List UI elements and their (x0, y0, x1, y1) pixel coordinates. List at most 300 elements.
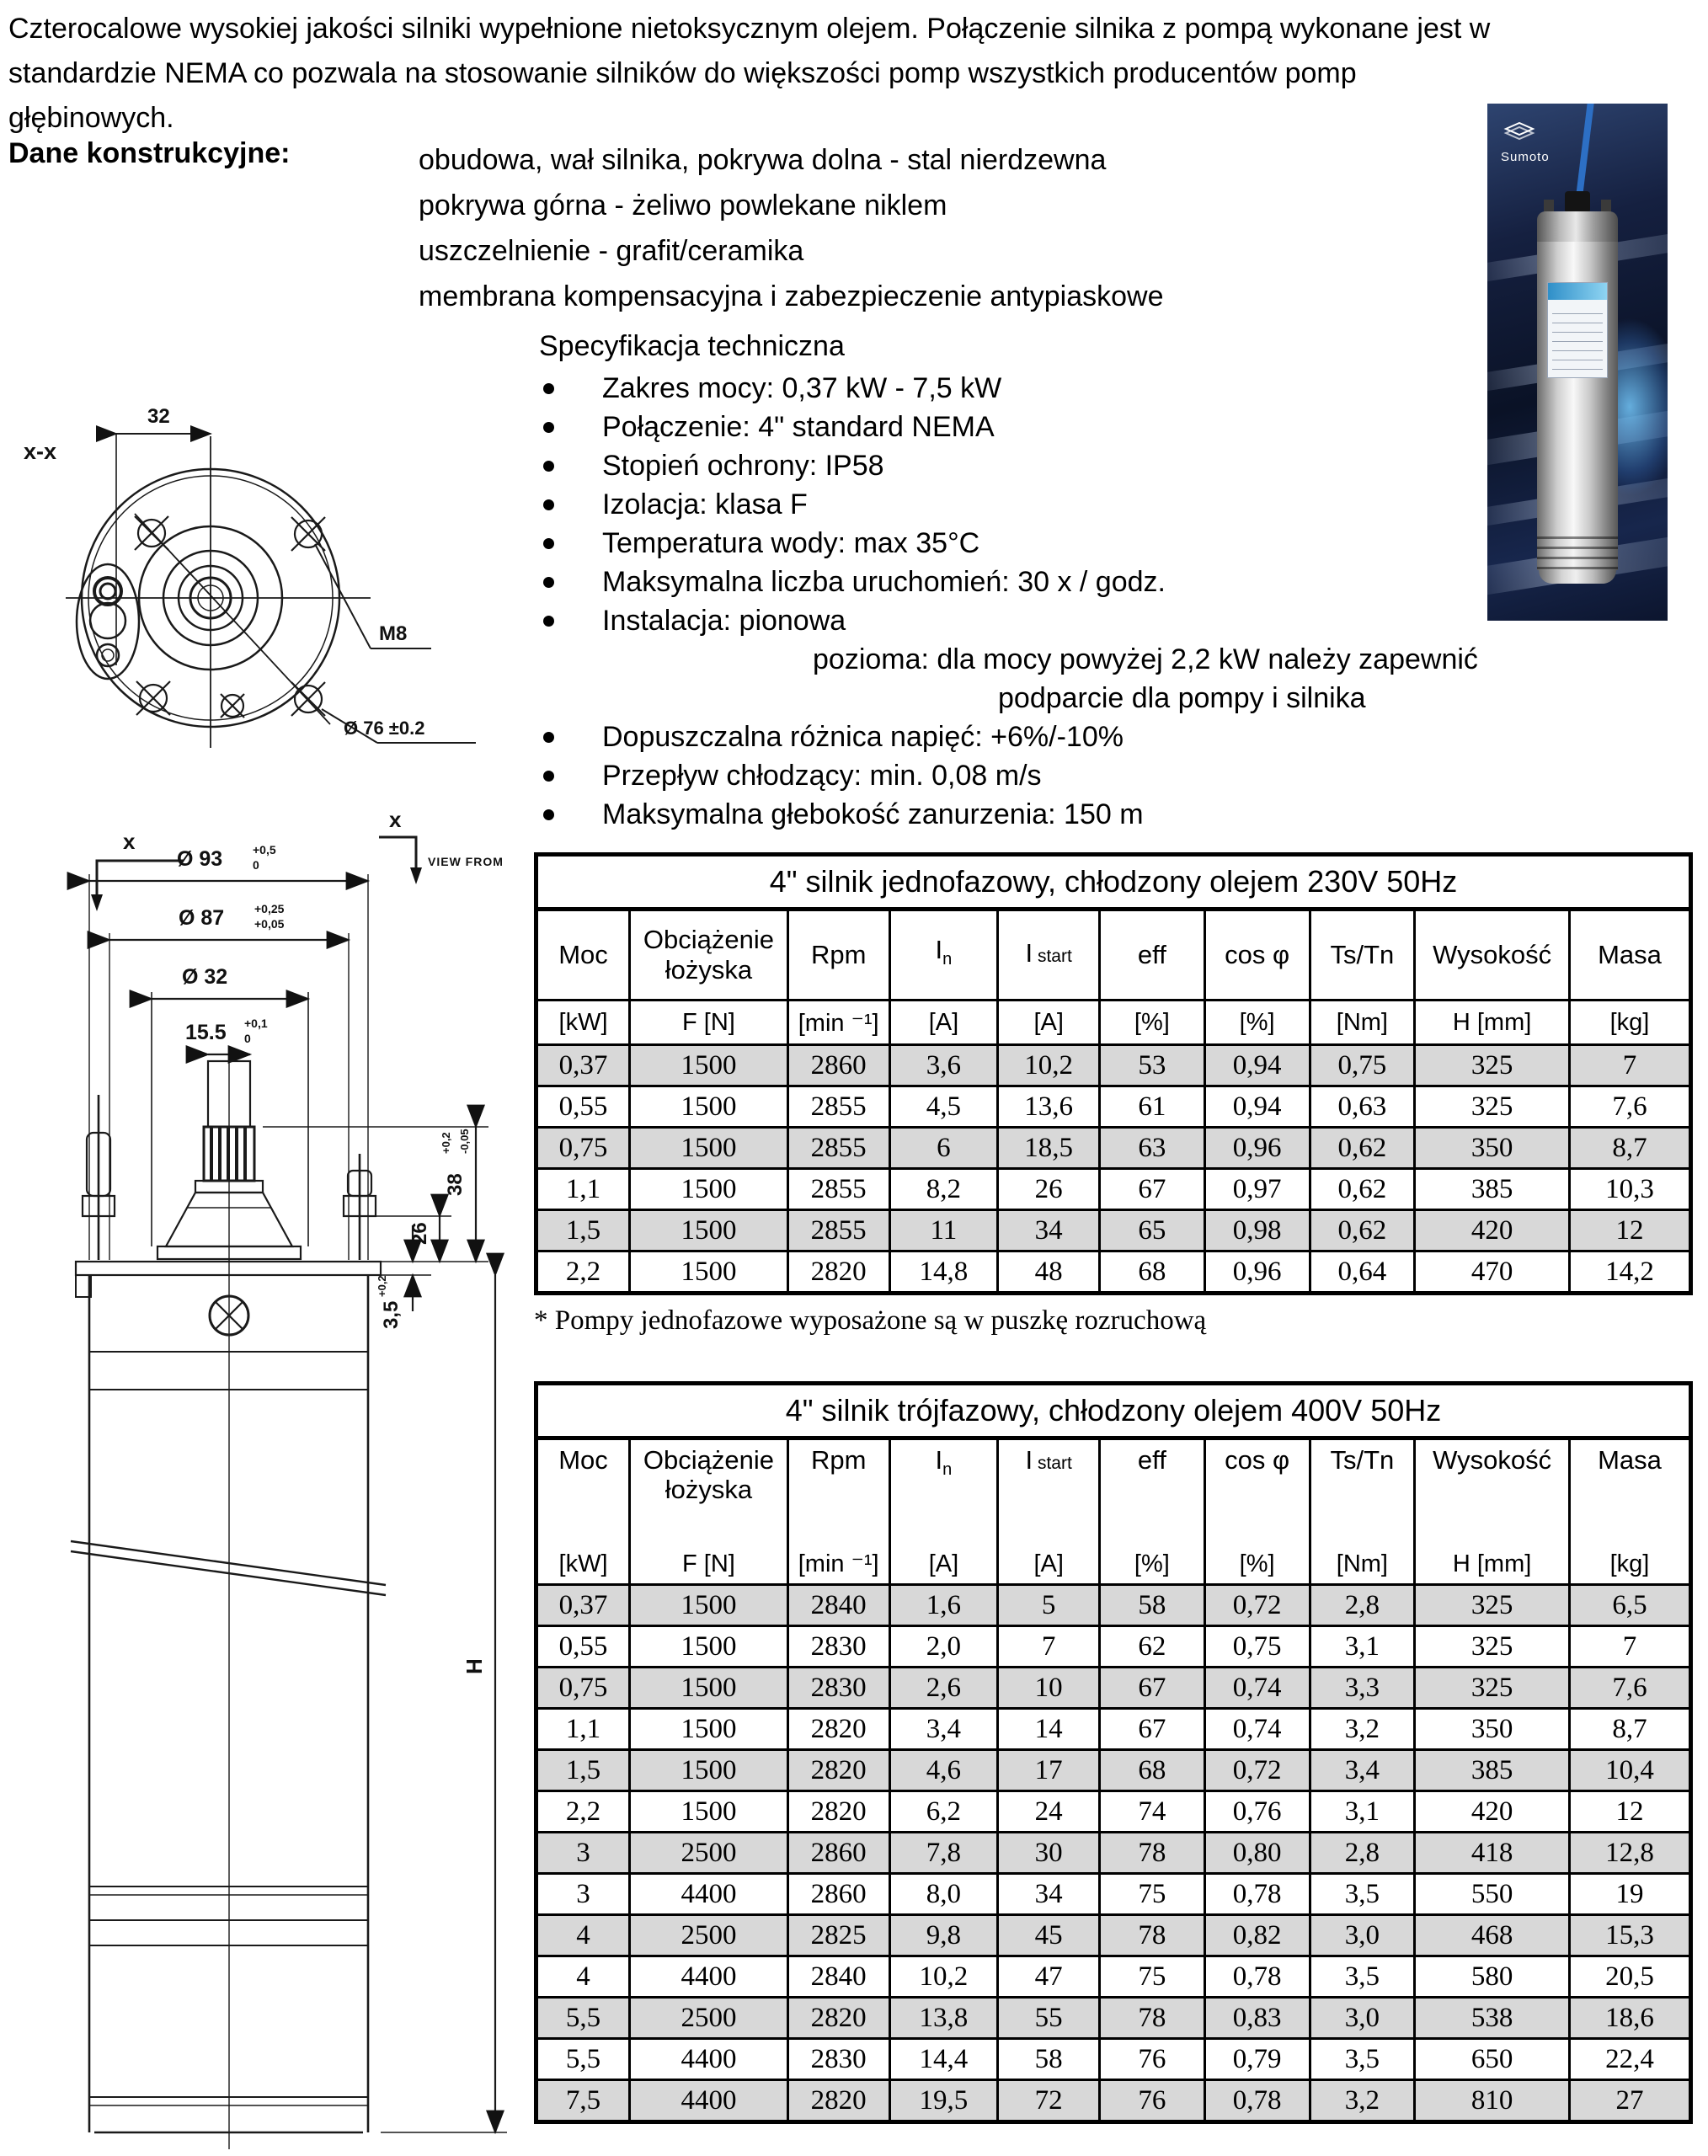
table-cell: 325 (1415, 1045, 1570, 1086)
spec-item-text: podparcie dla pompy i silnika (998, 682, 1366, 714)
table-cell: 0,62 (1310, 1169, 1415, 1210)
table-cell: 3,3 (1310, 1668, 1415, 1709)
table-cell: 2500 (630, 1915, 788, 1956)
table-cell: 2820 (787, 1750, 889, 1791)
table-cell: 2500 (630, 1998, 788, 2039)
construction-data-label: Dane konstrukcyjne: (8, 137, 291, 169)
column-unit: [kW] (536, 1001, 630, 1045)
table-cell: 78 (1100, 1833, 1205, 1874)
table-cell: 3,2 (1310, 2080, 1415, 2122)
table-cell: 6 (889, 1128, 998, 1169)
table-cell: 12 (1569, 1210, 1690, 1251)
column-header: Masa (1569, 910, 1690, 1001)
bullet-icon (543, 616, 554, 627)
table-cell: 75 (1100, 1874, 1205, 1915)
column-header: $I_n$ [A] (889, 1438, 998, 1585)
table-cell: 2820 (787, 1251, 889, 1294)
column-header: Obciążenie łożyska F [N] (630, 1438, 788, 1585)
table-cell: 2820 (787, 1709, 889, 1750)
table-cell: 6,5 (1569, 1585, 1690, 1626)
dim-38: 38 (444, 1173, 467, 1196)
spec-item-text: Zakres mocy: 0,37 kW - 7,5 kW (602, 372, 1002, 404)
table-cell: 4400 (630, 2039, 788, 2080)
table-cell: 15,3 (1569, 1915, 1690, 1956)
section-marker-x-left: x (123, 829, 136, 854)
table-cell: 0,79 (1204, 2039, 1310, 2080)
motor-side-drawing (17, 800, 532, 2156)
table-cell: 10,3 (1569, 1169, 1690, 1210)
nameplate-band (1548, 283, 1607, 300)
table-cell: 4400 (630, 2080, 788, 2122)
spec-item (539, 446, 1478, 485)
motor-connector (1565, 191, 1590, 213)
table-cell: 75 (1100, 1956, 1205, 1998)
table-cell: 1500 (630, 1626, 788, 1668)
table-cell: 14,8 (889, 1251, 998, 1294)
table-cell: 47 (998, 1956, 1100, 1998)
table-cell: 2860 (787, 1833, 889, 1874)
table-cell: 1500 (630, 1709, 788, 1750)
table-row (536, 2039, 1691, 2080)
table-cell: 14,2 (1569, 1251, 1690, 1294)
table-cell: 1500 (630, 1128, 788, 1169)
table-cell: 6,2 (889, 1791, 998, 1833)
bullet-icon (543, 383, 554, 394)
table-cell: 24 (998, 1791, 1100, 1833)
table-cell: 72 (998, 2080, 1100, 2122)
table-cell: 3,4 (889, 1709, 998, 1750)
table-cell: 4,5 (889, 1086, 998, 1128)
table-cell: 470 (1415, 1251, 1570, 1294)
flange-section-drawing (17, 371, 488, 766)
column-header: I start (998, 910, 1100, 1001)
column-header: Moc (536, 910, 630, 1001)
table-cell: 78 (1100, 1915, 1205, 1956)
table-cell: 3,0 (1310, 1915, 1415, 1956)
table-row (536, 2080, 1691, 2122)
single-phase-table-section (534, 852, 1693, 1337)
table-cell: 20,5 (1569, 1956, 1690, 1998)
table-cell: 14 (998, 1709, 1100, 1750)
table-cell: 5,5 (536, 2039, 630, 2080)
table-cell: 0,55 (536, 1086, 630, 1128)
table-cell: 2830 (787, 2039, 889, 2080)
table-cell: 0,94 (1204, 1045, 1310, 1086)
table-cell: 10,2 (998, 1045, 1100, 1086)
column-header: Obciążenie łożyska (630, 910, 788, 1001)
dim-h: H (462, 1658, 487, 1674)
table-cell: 58 (1100, 1585, 1205, 1626)
table-cell: 8,7 (1569, 1128, 1690, 1169)
table-cell: 1,5 (536, 1750, 630, 1791)
table-cell: 7 (1569, 1045, 1690, 1086)
column-header: cos φ [%] (1204, 1438, 1310, 1585)
table-cell: 13,6 (998, 1086, 1100, 1128)
brand-logo-icon (1501, 122, 1538, 144)
table-cell: 12 (1569, 1791, 1690, 1833)
table-cell: 0,55 (536, 1626, 630, 1668)
column-header: Rpm (787, 910, 889, 1001)
table-cell: 2820 (787, 2080, 889, 2122)
table-row (536, 1626, 1691, 1668)
bullet-icon (543, 732, 554, 743)
table-cell: 65 (1100, 1210, 1205, 1251)
table-cell: 7,5 (536, 2080, 630, 2122)
intro-paragraph (8, 7, 1490, 141)
table-cell: 3,1 (1310, 1626, 1415, 1668)
brand-logo (1501, 122, 1550, 164)
motor-bottom-cap (1539, 570, 1616, 584)
nameplate-text-lines (1552, 305, 1603, 372)
bullet-icon (543, 461, 554, 472)
table-cell: 76 (1100, 2080, 1205, 2122)
table-cell: 3,5 (1310, 2039, 1415, 2080)
table-cell: 0,76 (1204, 1791, 1310, 1833)
table-cell: 0,75 (536, 1128, 630, 1169)
table-cell: 2830 (787, 1668, 889, 1709)
table-cell: 325 (1415, 1626, 1570, 1668)
intro-line: Czterocalowe wysokiej jakości silniki wypełnione nietoksycznym olejem. Połączenie silnika z pompą wykonane jest w (8, 13, 1491, 45)
table-cell: 0,82 (1204, 1915, 1310, 1956)
construction-item: pokrywa górna - żeliwo powlekane niklem (419, 189, 947, 221)
motor-top-cap (1537, 211, 1618, 242)
table-row (536, 1874, 1691, 1915)
table-cell: 0,78 (1204, 2080, 1310, 2122)
spec-item (539, 679, 1478, 718)
product-photo (1487, 104, 1668, 621)
table-cell: 3,2 (1310, 1709, 1415, 1750)
column-unit: F [N] (630, 1001, 788, 1045)
table-cell: 4400 (630, 1874, 788, 1915)
table-cell: 2840 (787, 1956, 889, 1998)
table-cell: 58 (998, 2039, 1100, 2080)
motor-bottom-rings (1537, 536, 1618, 570)
table-cell: 45 (998, 1915, 1100, 1956)
table-title: 4" silnik jednofazowy, chłodzony olejem 230V 50Hz (536, 855, 1691, 910)
table-cell: 4 (536, 1956, 630, 1998)
table-cell: 26 (998, 1169, 1100, 1210)
table-cell: 0,64 (1310, 1251, 1415, 1294)
column-unit: [A] (998, 1001, 1100, 1045)
table-row (536, 1668, 1691, 1709)
column-unit: [%] (1204, 1001, 1310, 1045)
table-row (536, 1956, 1691, 1998)
table-cell: 0,37 (536, 1585, 630, 1626)
table-row (536, 1750, 1691, 1791)
table-cell: 1500 (630, 1791, 788, 1833)
table-cell: 2,0 (889, 1626, 998, 1668)
table-cell: 0,72 (1204, 1750, 1310, 1791)
table-cell: 13,8 (889, 1998, 998, 2039)
spec-item-text: Maksymalna głebokość zanurzenia: 150 m (602, 798, 1144, 830)
three-phase-table-section (534, 1381, 1693, 2124)
table-cell: 5 (998, 1585, 1100, 1626)
table-cell: 420 (1415, 1210, 1570, 1251)
table-cell: 17 (998, 1750, 1100, 1791)
table-cell: 12,8 (1569, 1833, 1690, 1874)
construction-item: uszczelnienie - grafit/ceramika (419, 235, 804, 267)
brand-name: Sumoto (1501, 150, 1550, 164)
table-cell: 2500 (630, 1833, 788, 1874)
table-cell: 1,1 (536, 1709, 630, 1750)
table-cell: 67 (1100, 1709, 1205, 1750)
spec-item-text: Dopuszczalna różnica napięć: +6%/-10% (602, 721, 1124, 753)
table-cell: 4 (536, 1915, 630, 1956)
table-cell: 3 (536, 1874, 630, 1915)
dim-155-tol-top: +0,1 (244, 1017, 268, 1030)
table-cell: 63 (1100, 1128, 1205, 1169)
table-cell: 2830 (787, 1626, 889, 1668)
view-from-label: VIEW FROM (428, 855, 504, 868)
bullet-icon (543, 499, 554, 510)
motor-cable (1576, 104, 1595, 200)
spec-item-text: Połączenie: 4" standard NEMA (602, 411, 995, 443)
table-cell: 18,6 (1569, 1998, 1690, 2039)
section-xx-label: x-x (24, 439, 57, 464)
table-cell: 350 (1415, 1709, 1570, 1750)
spec-list (539, 369, 1478, 834)
three-phase-table (534, 1381, 1693, 2124)
table-row (536, 1585, 1691, 1626)
spec-item-text: Maksymalna liczba uruchomień: 30 x / godz. (602, 566, 1166, 598)
spec-item-text: pozioma: dla mocy powyżej 2,2 kW należy zapewnić (813, 643, 1478, 675)
table-cell: 325 (1415, 1086, 1570, 1128)
table-cell: 0,98 (1204, 1210, 1310, 1251)
motor-image (1537, 191, 1618, 585)
bullet-icon (543, 809, 554, 820)
table-cell: 11 (889, 1210, 998, 1251)
spec-item-text: Stopień ochrony: IP58 (602, 450, 884, 482)
table-row (536, 1169, 1691, 1210)
table-cell: 810 (1415, 2080, 1570, 2122)
table-cell: 30 (998, 1833, 1100, 1874)
table-cell: 2820 (787, 1791, 889, 1833)
table-cell: 2,8 (1310, 1833, 1415, 1874)
dim-35: 3,5 (380, 1300, 403, 1329)
table-cell: 468 (1415, 1915, 1570, 1956)
table-cell: 2,2 (536, 1251, 630, 1294)
table-cell: 7,6 (1569, 1086, 1690, 1128)
column-header: Rpm [min ⁻¹] (787, 1438, 889, 1585)
column-unit: [min ⁻¹] (787, 1001, 889, 1045)
column-header: Masa [kg] (1569, 1438, 1690, 1585)
dim-32-label: 32 (147, 405, 170, 428)
table-cell: 0,75 (1204, 1626, 1310, 1668)
dim-dia87-tol-bot: +0,05 (254, 917, 285, 931)
table-cell: 1500 (630, 1251, 788, 1294)
construction-item: obudowa, wał silnika, pokrywa dolna - stal nierdzewna (419, 144, 1107, 176)
table-cell: 34 (998, 1210, 1100, 1251)
table-cell: 2,6 (889, 1668, 998, 1709)
spec-item-text: Temperatura wody: max 35°C (602, 527, 980, 559)
table-cell: 0,74 (1204, 1709, 1310, 1750)
table-row (536, 1915, 1691, 1956)
table-cell: 2825 (787, 1915, 889, 1956)
table-row (536, 1709, 1691, 1750)
table-cell: 2855 (787, 1210, 889, 1251)
table-cell: 1500 (630, 1045, 788, 1086)
table-cell: 650 (1415, 2039, 1570, 2080)
table-cell: 3,5 (1310, 1956, 1415, 1998)
table-cell: 1,6 (889, 1585, 998, 1626)
dim-dia93-tol-top: +0,5 (253, 843, 276, 857)
table-cell: 2860 (787, 1874, 889, 1915)
section-marker-x-right: x (389, 807, 402, 832)
table-cell: 0,72 (1204, 1585, 1310, 1626)
table-cell: 10 (998, 1668, 1100, 1709)
column-unit: H [mm] (1415, 1001, 1570, 1045)
table-body (536, 1045, 1691, 1294)
dim-155: 15.5 (185, 1021, 227, 1044)
single-phase-table (534, 852, 1693, 1295)
dim-dia93: Ø 93 (177, 847, 223, 871)
table-cell: 10,4 (1569, 1750, 1690, 1791)
table-cell: 2,2 (536, 1791, 630, 1833)
table-cell: 0,94 (1204, 1086, 1310, 1128)
table-cell: 2860 (787, 1045, 889, 1086)
table-cell: 8,2 (889, 1169, 998, 1210)
table-cell: 385 (1415, 1169, 1570, 1210)
table-row (536, 1791, 1691, 1833)
dim-155-tol-bot: 0 (244, 1032, 251, 1045)
table-cell: 0,37 (536, 1045, 630, 1086)
column-header: Moc [kW] (536, 1438, 630, 1585)
table-cell: 3,5 (1310, 1874, 1415, 1915)
column-header: eff (1100, 910, 1205, 1001)
table-cell: 2855 (787, 1169, 889, 1210)
table-cell: 1500 (630, 1086, 788, 1128)
dim-38-tol-top: +0,2 (440, 1132, 452, 1154)
bullet-icon (543, 422, 554, 433)
table-cell: 1,5 (536, 1210, 630, 1251)
table-cell: 550 (1415, 1874, 1570, 1915)
table-cell: 18,5 (998, 1128, 1100, 1169)
table-cell: 0,63 (1310, 1086, 1415, 1128)
spec-item (539, 718, 1478, 756)
table-footnote: * Pompy jednofazowe wyposażone są w puszkę rozruchową (534, 1305, 1207, 1336)
table-body (536, 1585, 1691, 2122)
dim-35-tol-top: +0,2 (376, 1275, 388, 1297)
table-cell: 19,5 (889, 2080, 998, 2122)
table-cell: 55 (998, 1998, 1100, 2039)
column-unit: [kg] (1569, 1001, 1690, 1045)
motor-nameplate (1547, 282, 1608, 378)
column-header: I start [A] (998, 1438, 1100, 1585)
table-cell: 34 (998, 1874, 1100, 1915)
table-cell: 385 (1415, 1750, 1570, 1791)
spec-item (539, 408, 1478, 446)
table-cell: 2855 (787, 1128, 889, 1169)
spec-item (539, 369, 1478, 408)
table-cell: 27 (1569, 2080, 1690, 2122)
construction-item: membrana kompensacyjna i zabezpieczenie antypiaskowe (419, 280, 1164, 312)
table-cell: 4,6 (889, 1750, 998, 1791)
table-cell: 325 (1415, 1668, 1570, 1709)
spec-item-text: Przepływ chłodzący: min. 0,08 m/s (602, 760, 1042, 792)
table-cell: 10,2 (889, 1956, 998, 1998)
table-cell: 3,0 (1310, 1998, 1415, 2039)
construction-data-list (419, 137, 1163, 319)
spec-item (539, 756, 1478, 795)
column-header: Wysokość (1415, 910, 1570, 1001)
table-cell: 61 (1100, 1086, 1205, 1128)
table-cell: 48 (998, 1251, 1100, 1294)
spec-item-text: Instalacja: pionowa (602, 605, 846, 637)
table-cell: 3,4 (1310, 1750, 1415, 1791)
table-cell: 53 (1100, 1045, 1205, 1086)
table-cell: 0,78 (1204, 1956, 1310, 1998)
dim-dia32: Ø 32 (182, 965, 228, 989)
table-cell: 74 (1100, 1791, 1205, 1833)
bullet-icon (543, 538, 554, 549)
table-cell: 3,6 (889, 1045, 998, 1086)
column-header: Ts/Tn (1310, 910, 1415, 1001)
column-header: cos φ (1204, 910, 1310, 1001)
table-cell: 7,6 (1569, 1668, 1690, 1709)
table-cell: 0,80 (1204, 1833, 1310, 1874)
table-cell: 0,78 (1204, 1874, 1310, 1915)
table-cell: 1500 (630, 1169, 788, 1210)
table-cell: 325 (1415, 1585, 1570, 1626)
table-cell: 0,97 (1204, 1169, 1310, 1210)
table-cell: 1,1 (536, 1169, 630, 1210)
table-cell: 1500 (630, 1750, 788, 1791)
bullet-icon (543, 771, 554, 782)
spec-item (539, 524, 1478, 563)
table-cell: 420 (1415, 1791, 1570, 1833)
spec-item (539, 601, 1478, 640)
table-cell: 19 (1569, 1874, 1690, 1915)
table-cell: 0,96 (1204, 1128, 1310, 1169)
column-unit: [%] (1100, 1001, 1205, 1045)
spec-title: Specyfikacja techniczna (539, 330, 845, 362)
table-cell: 3,1 (1310, 1791, 1415, 1833)
table-cell: 7 (998, 1626, 1100, 1668)
table-cell: 3 (536, 1833, 630, 1874)
table-cell: 0,75 (1310, 1045, 1415, 1086)
spec-item (539, 795, 1478, 834)
spec-item (539, 563, 1478, 601)
table-cell: 67 (1100, 1169, 1205, 1210)
table-cell: 8,7 (1569, 1709, 1690, 1750)
table-cell: 0,96 (1204, 1251, 1310, 1294)
table-cell: 2840 (787, 1585, 889, 1626)
table-cell: 2855 (787, 1086, 889, 1128)
table-cell: 8,0 (889, 1874, 998, 1915)
column-unit: [A] (889, 1001, 998, 1045)
table-cell: 7 (1569, 1626, 1690, 1668)
table-cell: 2,8 (1310, 1585, 1415, 1626)
table-cell: 0,62 (1310, 1128, 1415, 1169)
table-row (536, 1210, 1691, 1251)
table-cell: 78 (1100, 1998, 1205, 2039)
dim-dia87-tol-top: +0,25 (254, 902, 285, 915)
spec-item (539, 640, 1478, 679)
bullet-icon (543, 577, 554, 588)
table-cell: 1500 (630, 1210, 788, 1251)
table-cell: 538 (1415, 1998, 1570, 2039)
spec-item (539, 485, 1478, 524)
dim-38-tol-bot: -0,05 (458, 1129, 471, 1154)
table-cell: 2820 (787, 1998, 889, 2039)
table-cell: 76 (1100, 2039, 1205, 2080)
dim-dia87: Ø 87 (179, 906, 225, 930)
table-cell: 0,62 (1310, 1210, 1415, 1251)
table-cell: 9,8 (889, 1915, 998, 1956)
spec-item-text: Izolacja: klasa F (602, 488, 808, 520)
dim-dia93-tol-bot: 0 (253, 858, 259, 872)
intro-line: standardzie NEMA co pozwala na stosowanie silników do większości pomp wszystkich producentów pomp (8, 57, 1357, 89)
